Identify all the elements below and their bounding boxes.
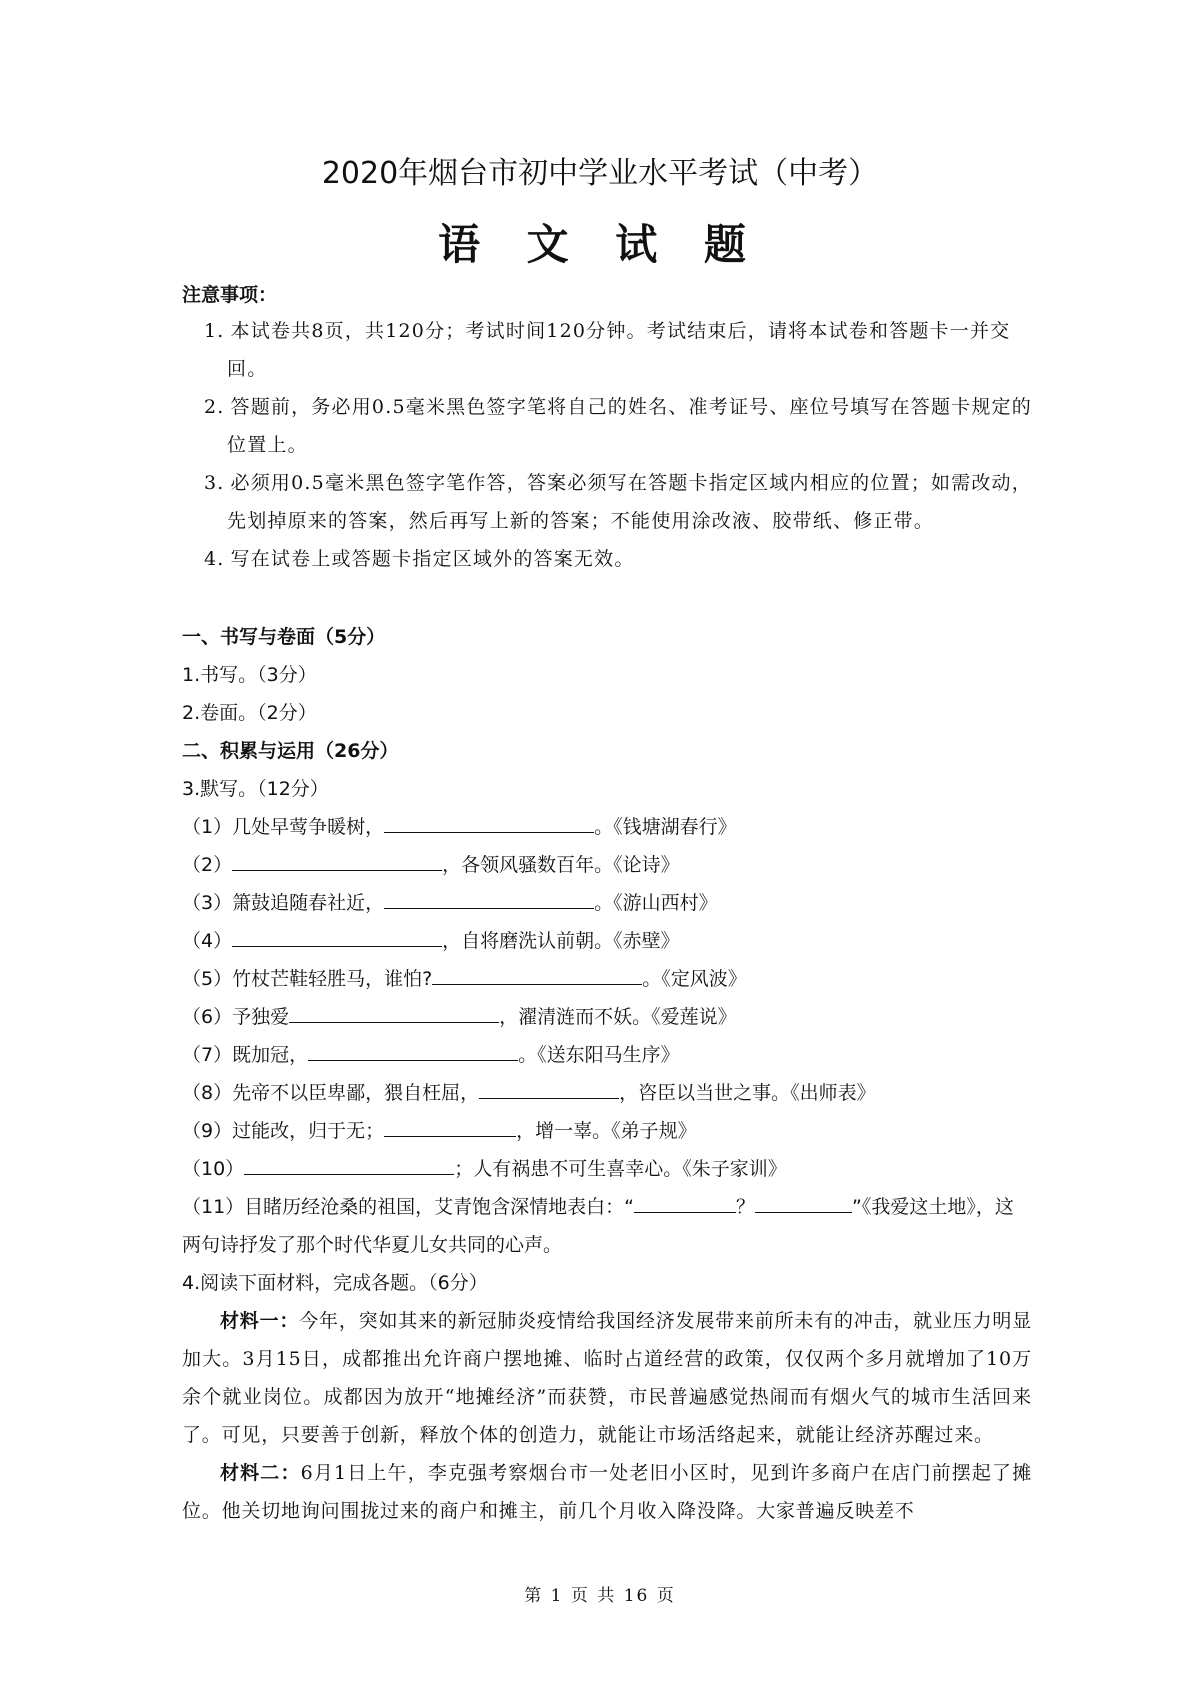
answer-blank[interactable]: [479, 1076, 619, 1099]
exam-title: 2020年烟台市初中学业水平考试（中考）: [321, 156, 879, 191]
notice-item: 2. 答题前，务必用0.5毫米黑色签字笔将自己的姓名、准考证号、座位号填写在答题卡规定的位置上。: [204, 396, 1032, 456]
dictation-item-10: （10） ；人有祸患不可生喜幸心。《朱子家训》: [182, 1150, 1032, 1188]
question-4-title: 4.阅读下面材料，完成各题。（6分）: [182, 1272, 488, 1294]
page-footer: 第 1 页 共 16 页: [524, 1586, 676, 1606]
section-1-heading: 一、书写与卷面（5分）: [182, 626, 386, 648]
notice-heading: 注意事项：: [182, 284, 278, 306]
dictation-item-2: （2） ，各领风骚数百年。《论诗》: [182, 846, 1032, 884]
dictation-item-11: （11）目睹历经沧桑的祖国，艾青饱含深情地表白：“ ？ ”《我爱这土地》，这两句诗抒发了那个时代华夏儿女共同的心声。: [182, 1188, 1032, 1264]
dictation-item-1: （1）几处早莺争暖树， 。《钱塘湖春行》: [182, 808, 1032, 846]
dictation-item-9: （9）过能改，归于无； ，增一辜。《弟子规》: [182, 1112, 1032, 1150]
dictation-item-3: （3）箫鼓追随春社近， 。《游山西村》: [182, 884, 1032, 922]
answer-blank[interactable]: [634, 1190, 736, 1213]
answer-blank[interactable]: [289, 1000, 499, 1023]
notice-item: 4. 写在试卷上或答题卡指定区域外的答案无效。: [204, 548, 635, 570]
question-2: 2.卷面。（2分）: [182, 702, 317, 724]
dictation-item-4: （4） ，自将磨洗认前朝。《赤壁》: [182, 922, 1032, 960]
answer-blank[interactable]: [384, 1114, 516, 1137]
subject-title: 语 文 试 题: [438, 220, 762, 269]
dictation-item-8: （8）先帝不以臣卑鄙，猥自枉屈， ，咨臣以当世之事。《出师表》: [182, 1074, 1032, 1112]
section-2-heading: 二、积累与运用（26分）: [182, 740, 399, 762]
questions: [182, 618, 1032, 1530]
answer-blank[interactable]: [308, 1038, 518, 1061]
material-2: 材料二：6月1日上午，李克强考察烟台市一处老旧小区时，见到许多商户在店门前摆起了摊位。他关切地询问围拢过来的商户和摊主，前几个月收入降没降。大家普遍反映差不: [182, 1462, 1033, 1522]
answer-blank[interactable]: [232, 848, 442, 871]
notice-item: 1. 本试卷共8页，共120分；考试时间120分钟。考试结束后，请将本试卷和答题卡一并交回。: [204, 320, 1011, 380]
question-3-title: 3.默写。（12分）: [182, 778, 329, 800]
notice-list: [182, 312, 1032, 578]
answer-blank[interactable]: [432, 962, 642, 985]
dictation-item-7: （7）既加冠， 。《送东阳马生序》: [182, 1036, 1032, 1074]
answer-blank[interactable]: [244, 1152, 454, 1175]
dictation-item-5: （5）竹杖芒鞋轻胜马，谁怕? 。《定风波》: [182, 960, 1032, 998]
dictation-item-6: （6）予独爱 ，濯清涟而不妖。《爱莲说》: [182, 998, 1032, 1036]
material-2-label: 材料二：: [220, 1462, 301, 1484]
answer-blank[interactable]: [384, 810, 594, 833]
notice-item: 3. 必须用0.5毫米黑色签字笔作答，答案必须写在答题卡指定区域内相应的位置；如需改动，先划掉原来的答案，然后再写上新的答案；不能使用涂改液、胶带纸、修正带。: [204, 472, 1032, 532]
question-1: 1.书写。（3分）: [182, 664, 317, 686]
answer-blank[interactable]: [384, 886, 594, 909]
material-1-label: 材料一：: [220, 1310, 300, 1332]
answer-blank[interactable]: [755, 1190, 852, 1213]
answer-blank[interactable]: [232, 924, 442, 947]
material-1: 材料一：今年，突如其来的新冠肺炎疫情给我国经济发展带来前所未有的冲击，就业压力明显加大。3月15日，成都推出允许商户摆地摊、临时占道经营的政策，仅仅两个多月就增加了10万余个就业岗位。成都因为放开“地摊经济”而获赞，市民普遍感觉热闹而有烟火气的城市生活回来了。可见，只要善于创新，释放个体的创造力，就能让市场活络起来，就能让经济苏醒过来。: [182, 1310, 1033, 1446]
